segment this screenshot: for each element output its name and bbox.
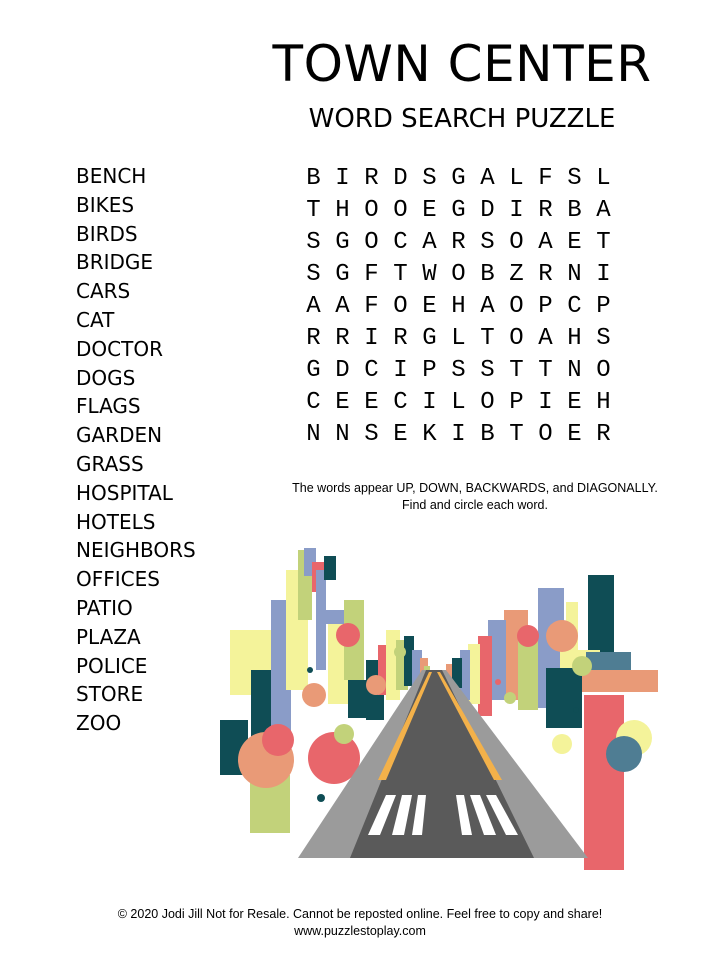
- grid-letter[interactable]: A: [480, 165, 495, 192]
- word-list-item: CARS: [76, 279, 131, 304]
- word-list-item: ZOO: [76, 711, 122, 736]
- grid-letter[interactable]: E: [422, 197, 437, 224]
- word-list-item: STORE: [76, 682, 144, 707]
- grid-letter[interactable]: F: [364, 293, 379, 320]
- word-list-item: POLICE: [76, 653, 148, 678]
- grid-letter[interactable]: O: [393, 197, 408, 224]
- grid-letter[interactable]: H: [335, 197, 350, 224]
- grid-letter[interactable]: P: [538, 293, 553, 320]
- grid-letter[interactable]: S: [422, 165, 437, 192]
- building: [584, 695, 624, 870]
- grid-letter[interactable]: W: [422, 261, 437, 288]
- tree: [334, 724, 354, 744]
- tree: [517, 625, 539, 647]
- grid-letter[interactable]: G: [335, 229, 350, 256]
- grid-letter[interactable]: A: [538, 325, 553, 352]
- grid-letter[interactable]: T: [480, 325, 495, 352]
- tree: [302, 683, 326, 707]
- grid-letter[interactable]: O: [596, 357, 611, 384]
- grid-letter[interactable]: I: [393, 357, 408, 384]
- grid-letter[interactable]: A: [480, 293, 495, 320]
- grid-letter[interactable]: F: [364, 261, 379, 288]
- instructions-line-2: Find and circle each word.: [402, 498, 548, 512]
- grid-letter[interactable]: G: [451, 165, 466, 192]
- grid-letter[interactable]: C: [567, 293, 582, 320]
- grid-letter[interactable]: C: [393, 229, 408, 256]
- grid-letter[interactable]: I: [335, 165, 350, 192]
- word-list-item: PATIO: [76, 595, 133, 620]
- grid-letter[interactable]: I: [364, 325, 379, 352]
- grid-letter[interactable]: T: [306, 197, 321, 224]
- grid-letter[interactable]: A: [335, 293, 350, 320]
- word-list: [76, 162, 196, 738]
- grid-letter[interactable]: F: [538, 165, 553, 192]
- grid-letter[interactable]: G: [451, 197, 466, 224]
- grid-letter[interactable]: I: [451, 421, 466, 448]
- grid-letter[interactable]: Z: [509, 261, 524, 288]
- grid-letter[interactable]: O: [364, 197, 379, 224]
- tree: [262, 724, 294, 756]
- grid-letter[interactable]: T: [538, 357, 553, 384]
- grid-letter[interactable]: K: [422, 421, 437, 448]
- grid-letter[interactable]: S: [306, 229, 321, 256]
- grid-letter[interactable]: T: [509, 357, 524, 384]
- word-list-item: FLAGS: [76, 394, 141, 419]
- grid-letter[interactable]: R: [393, 325, 408, 352]
- grid-letter[interactable]: L: [451, 325, 466, 352]
- instructions-line-1: The words appear UP, DOWN, BACKWARDS, and DIAGONALLY.: [292, 481, 658, 495]
- building: [546, 668, 582, 728]
- grid-letter[interactable]: B: [480, 261, 495, 288]
- tree: [552, 734, 572, 754]
- grid-letter[interactable]: R: [306, 325, 321, 352]
- grid-letter[interactable]: N: [335, 421, 350, 448]
- grid-letter[interactable]: O: [509, 229, 524, 256]
- tree: [546, 620, 578, 652]
- dot: [317, 794, 325, 802]
- grid-letter[interactable]: E: [393, 421, 408, 448]
- grid-letter[interactable]: D: [335, 357, 350, 384]
- grid-letter[interactable]: S: [480, 357, 495, 384]
- grid-letter[interactable]: H: [567, 325, 582, 352]
- grid-letter[interactable]: D: [480, 197, 495, 224]
- grid-letter[interactable]: E: [567, 421, 582, 448]
- grid-letter[interactable]: N: [567, 357, 582, 384]
- grid-letter[interactable]: O: [451, 261, 466, 288]
- word-list-item: HOSPITAL: [76, 480, 173, 505]
- grid-letter[interactable]: L: [509, 165, 524, 192]
- grid-letter[interactable]: S: [596, 325, 611, 352]
- word-list-item: NEIGHBORS: [76, 538, 196, 563]
- word-list-item: BIRDS: [76, 221, 138, 246]
- grid-letter[interactable]: C: [306, 389, 321, 416]
- word-list-item: PLAZA: [76, 624, 141, 649]
- grid-letter[interactable]: T: [393, 261, 408, 288]
- tree: [504, 692, 516, 704]
- grid-letter[interactable]: S: [480, 229, 495, 256]
- grid-letter[interactable]: O: [509, 325, 524, 352]
- website-link[interactable]: www.puzzlestoplay.com: [294, 924, 426, 938]
- grid-letter[interactable]: S: [364, 421, 379, 448]
- grid-letter[interactable]: R: [596, 421, 611, 448]
- grid-letter[interactable]: L: [596, 165, 611, 192]
- grid-letter[interactable]: O: [364, 229, 379, 256]
- grid-letter[interactable]: L: [451, 389, 466, 416]
- grid-letter[interactable]: P: [596, 293, 611, 320]
- grid-letter[interactable]: O: [509, 293, 524, 320]
- grid-letter[interactable]: I: [509, 197, 524, 224]
- grid-letter[interactable]: G: [335, 261, 350, 288]
- grid-letter[interactable]: S: [567, 165, 582, 192]
- tree: [606, 736, 642, 772]
- word-list-item: GRASS: [76, 451, 144, 476]
- building: [324, 556, 336, 580]
- word-list-item: BRIDGE: [76, 250, 154, 275]
- instructions: [270, 480, 680, 514]
- grid-letter[interactable]: G: [422, 325, 437, 352]
- grid-letter[interactable]: P: [422, 357, 437, 384]
- copyright-notice: © 2020 Jodi Jill Not for Resale. Cannot be reposted online. Feel free to copy and share!: [117, 907, 603, 921]
- tree: [394, 646, 406, 658]
- letter-grid: [299, 163, 618, 451]
- grid-letter[interactable]: E: [335, 389, 350, 416]
- word-list-item: DOCTOR: [76, 336, 163, 361]
- grid-letter[interactable]: B: [480, 421, 495, 448]
- grid-letter[interactable]: I: [538, 389, 553, 416]
- dot: [573, 707, 579, 713]
- grid-letter[interactable]: I: [596, 261, 611, 288]
- grid-letter[interactable]: E: [364, 389, 379, 416]
- city-street-illustration: [216, 540, 666, 870]
- grid-letter[interactable]: R: [451, 229, 466, 256]
- grid-letter[interactable]: E: [567, 229, 582, 256]
- dot: [495, 679, 501, 685]
- grid-letter[interactable]: R: [538, 261, 553, 288]
- grid-letter[interactable]: A: [306, 293, 321, 320]
- grid-letter[interactable]: S: [306, 261, 321, 288]
- grid-letter[interactable]: E: [567, 389, 582, 416]
- building: [586, 652, 631, 670]
- grid-letter[interactable]: T: [509, 421, 524, 448]
- grid-letter[interactable]: C: [364, 357, 379, 384]
- grid-letter[interactable]: N: [567, 261, 582, 288]
- grid-letter[interactable]: O: [538, 421, 553, 448]
- page-subtitle: WORD SEARCH PUZZLE: [308, 104, 616, 134]
- footer: [0, 906, 720, 940]
- grid-letter[interactable]: T: [596, 229, 611, 256]
- grid-letter[interactable]: B: [567, 197, 582, 224]
- grid-letter[interactable]: R: [538, 197, 553, 224]
- grid-letter[interactable]: C: [393, 389, 408, 416]
- grid-letter[interactable]: D: [393, 165, 408, 192]
- word-list-item: OFFICES: [76, 567, 160, 592]
- grid-letter[interactable]: I: [422, 389, 437, 416]
- grid-letter[interactable]: A: [422, 229, 437, 256]
- grid-letter[interactable]: O: [393, 293, 408, 320]
- word-list-item: GARDEN: [76, 423, 163, 448]
- grid-letter[interactable]: A: [538, 229, 553, 256]
- tree: [572, 656, 592, 676]
- grid-letter[interactable]: G: [306, 357, 321, 384]
- page-title: TOWN CENTER: [272, 35, 652, 93]
- dot: [307, 667, 313, 673]
- grid-letter[interactable]: S: [451, 357, 466, 384]
- dot: [277, 717, 283, 723]
- grid-letter[interactable]: E: [422, 293, 437, 320]
- building: [478, 636, 492, 716]
- grid-letter[interactable]: O: [480, 389, 495, 416]
- tree: [366, 675, 386, 695]
- grid-letter[interactable]: R: [364, 165, 379, 192]
- word-list-item: HOTELS: [76, 509, 156, 534]
- grid-letter[interactable]: H: [596, 389, 611, 416]
- grid-letter[interactable]: P: [509, 389, 524, 416]
- grid-letter[interactable]: N: [306, 421, 321, 448]
- word-list-item: BENCH: [76, 164, 147, 188]
- word-list-item: BIKES: [76, 192, 135, 217]
- grid-letter[interactable]: A: [596, 197, 611, 224]
- grid-letter[interactable]: B: [306, 165, 321, 192]
- grid-letter[interactable]: R: [335, 325, 350, 352]
- grid-letter[interactable]: H: [451, 293, 466, 320]
- word-list-item: DOGS: [76, 365, 136, 390]
- tree: [336, 623, 360, 647]
- building: [518, 640, 538, 710]
- word-list-item: CAT: [76, 307, 115, 332]
